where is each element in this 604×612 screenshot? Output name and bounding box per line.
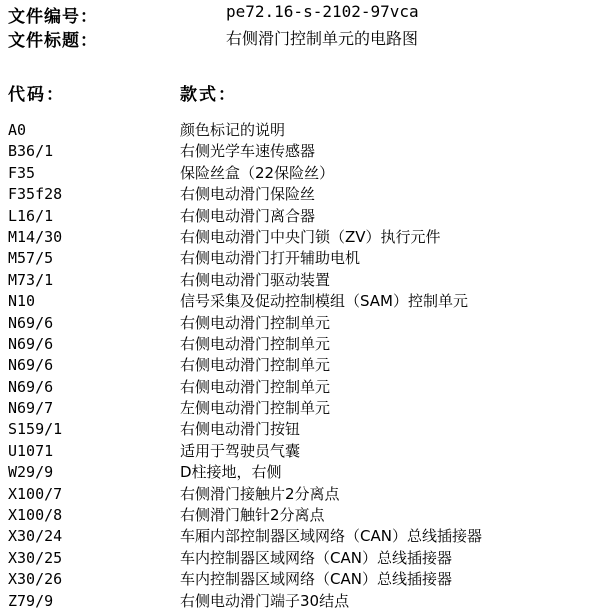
table-row: [8, 227, 598, 248]
component-code: X30/25: [8, 548, 63, 567]
component-description: 车厢内部控制器区域网络（CAN）总线插接器: [180, 527, 482, 546]
table-row: [8, 377, 598, 398]
component-code: M57/5: [8, 249, 54, 268]
component-description: 右侧电动滑门离合器: [180, 206, 316, 225]
component-description: 右侧滑门触针2分离点: [180, 506, 325, 525]
component-code: F35f28: [8, 185, 63, 204]
component-description: 右侧电动滑门驱动装置: [180, 270, 331, 289]
component-code: X30/26: [8, 570, 63, 589]
component-description: 右侧电动滑门控制单元: [180, 313, 331, 332]
table-row: [8, 441, 598, 462]
component-description: 右侧电动滑门打开辅助电机: [180, 249, 361, 268]
component-description: 右侧电动滑门控制单元: [180, 356, 331, 375]
table-row: [8, 569, 598, 590]
component-code: N10: [8, 292, 36, 311]
component-description: 信号采集及促动控制模组（SAM）控制单元: [180, 292, 469, 311]
table-row: [8, 141, 598, 162]
table-row: [8, 120, 598, 141]
file-number-label: 文件编号：: [8, 7, 98, 27]
component-code: N69/6: [8, 334, 54, 353]
component-code: X30/24: [8, 527, 63, 546]
component-description: 右侧电动滑门控制单元: [180, 377, 331, 396]
component-code: N69/7: [8, 399, 54, 418]
component-code: M14/30: [8, 227, 63, 246]
component-code: U1071: [8, 441, 54, 460]
component-code: S159/1: [8, 420, 63, 439]
code-column-header: 代码：: [8, 85, 65, 105]
component-description: 右侧电动滑门保险丝: [180, 185, 316, 204]
component-description: 颜色标记的说明: [180, 121, 286, 139]
component-code: L16/1: [8, 206, 54, 225]
table-row: [8, 248, 598, 269]
component-code: N69/6: [8, 313, 54, 332]
table-row: [8, 355, 598, 376]
component-code: B36/1: [8, 142, 54, 161]
table-header: [8, 80, 598, 105]
component-code: N69/6: [8, 356, 54, 375]
file-number-value: pe72.16-s-2102-97vca: [226, 2, 419, 21]
table-row: [8, 548, 598, 569]
component-list: [8, 120, 598, 612]
component-description: 右侧电动滑门按钮: [180, 420, 301, 439]
table-row: [8, 591, 598, 612]
file-title-value: 右侧滑门控制单元的电路图: [226, 29, 419, 48]
component-code: F35: [8, 163, 36, 182]
table-row: [8, 270, 598, 291]
table-row: [8, 291, 598, 312]
table-row: [8, 313, 598, 334]
component-description: 右侧滑门接触片2分离点: [180, 484, 340, 503]
table-row: [8, 462, 598, 483]
table-row: [8, 484, 598, 505]
component-description: 车内控制器区域网络（CAN）总线插接器: [180, 548, 452, 567]
component-description: 左侧电动滑门控制单元: [180, 399, 331, 418]
component-code: N69/6: [8, 377, 54, 396]
component-description: 右侧光学车速传感器: [180, 142, 316, 161]
component-code: Z79/9: [8, 591, 54, 610]
component-description: 保险丝盒（22保险丝）: [180, 163, 335, 182]
table-row: [8, 206, 598, 227]
file-title-label: 文件标题：: [8, 31, 98, 51]
description-column-header: 款式：: [180, 85, 237, 105]
component-description: 适用于驾驶员气囊: [180, 441, 301, 460]
component-code: M73/1: [8, 270, 54, 289]
table-row: [8, 526, 598, 547]
component-code: A0: [8, 121, 27, 139]
table-row: [8, 163, 598, 184]
table-row: [8, 419, 598, 440]
component-description: 右侧电动滑门中央门锁（ZV）执行元件: [180, 227, 441, 246]
table-row: [8, 505, 598, 526]
component-code: X100/7: [8, 484, 63, 503]
table-row: [8, 334, 598, 355]
table-row: [8, 184, 598, 205]
component-code: X100/8: [8, 506, 63, 525]
component-description: 右侧电动滑门端子30结点: [180, 591, 350, 610]
table-row: [8, 398, 598, 419]
component-description: D柱接地，右侧: [180, 463, 282, 482]
component-code: W29/9: [8, 463, 54, 482]
component-description: 车内控制器区域网络（CAN）总线插接器: [180, 570, 452, 589]
component-description: 右侧电动滑门控制单元: [180, 334, 331, 353]
